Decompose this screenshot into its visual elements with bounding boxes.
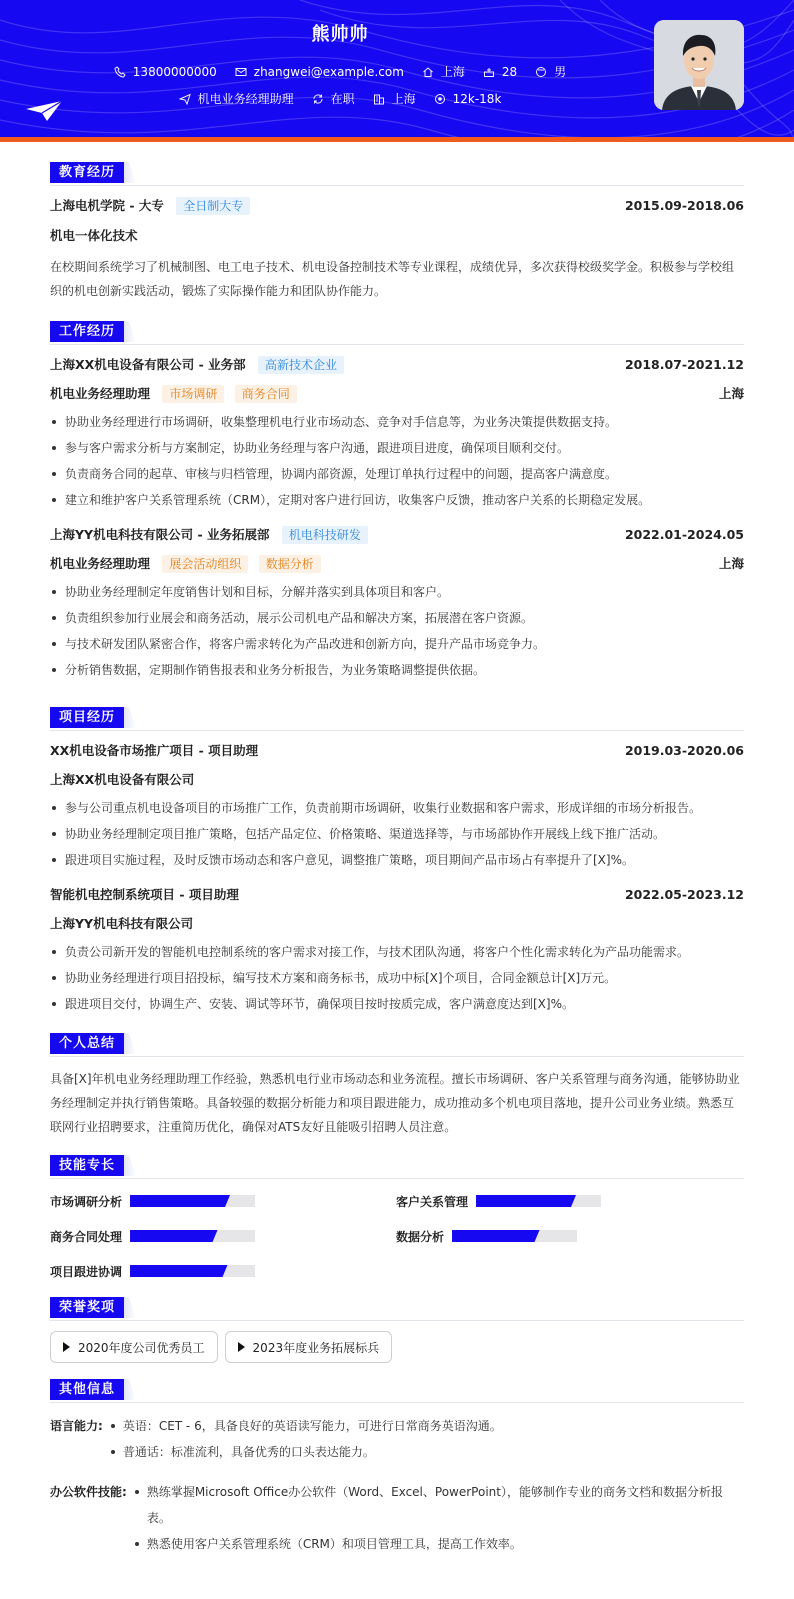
list-item: 分析销售数据，定期制作销售报表和业务分析报告，为业务策略调整提供依据。 <box>50 657 744 683</box>
job-icon <box>179 93 191 105</box>
city-icon <box>373 93 385 105</box>
section-header <box>50 162 744 186</box>
list-item: 参与客户需求分析与方案制定，协助业务经理与客户沟通，跟进项目进度，确保项目顺利交付。 <box>50 435 744 461</box>
skill-name: 客户关系管理 <box>396 1194 469 1209</box>
work-item <box>50 525 744 683</box>
play-icon <box>63 1342 70 1352</box>
project-date: 2019.03-2020.06 <box>624 743 744 758</box>
other-label: 办公软件技能: <box>50 1485 127 1499</box>
skills-grid <box>50 1189 744 1283</box>
company-name: 上海XX机电设备有限公司 - 业务部 <box>50 357 246 372</box>
list-item: 熟悉使用客户关系管理系统（CRM）和项目管理工具，提高工作效率。 <box>127 1531 744 1557</box>
section-header <box>50 707 744 731</box>
status-text: 在职 <box>330 92 355 106</box>
skill-item <box>50 1189 396 1213</box>
list-item: 协助业务经理进行项目招投标，编写技术方案和商务标书，成功中标[X]个项目，合同金额总计[X]万元。 <box>50 965 744 991</box>
job-intent-row <box>0 90 680 107</box>
salary-text: 12k-18k <box>452 91 502 106</box>
avatar <box>654 20 744 110</box>
section-title: 技能专长 <box>50 1155 124 1176</box>
status-icon <box>312 93 324 105</box>
project-bullets <box>50 795 744 873</box>
other-group <box>50 1479 744 1557</box>
gender-icon <box>535 66 547 78</box>
skill-bar <box>130 1265 255 1277</box>
skill-bar-fill <box>130 1195 230 1207</box>
paper-plane-icon <box>25 100 63 122</box>
section-title: 教育经历 <box>50 162 124 183</box>
section-title: 荣誉奖项 <box>50 1297 124 1318</box>
skill-name: 数据分析 <box>396 1229 445 1244</box>
list-item: 协助业务经理进行市场调研，收集整理机电行业市场动态、竞争对手信息等，为业务决策提供数据支持。 <box>50 409 744 435</box>
list-item: 英语：CET - 6，具备良好的英语读写能力，可进行日常商务英语沟通。 <box>103 1413 502 1439</box>
section-header <box>50 1155 744 1179</box>
project-name: XX机电设备市场推广项目 - 项目助理 <box>50 743 259 758</box>
work-location: 上海 <box>718 386 744 401</box>
email-text: zhangwei@example.com <box>253 64 404 79</box>
list-item: 参与公司重点机电设备项目的市场推广工作，负责前期市场调研，收集行业数据和客户需求，形成详细的市场分析报告。 <box>50 795 744 821</box>
education-date: 2015.09-2018.06 <box>624 198 744 213</box>
award-label: 2023年度业务拓展标兵 <box>252 1340 380 1355</box>
company-tag: 高新技术企业 <box>258 356 344 374</box>
skills-section <box>50 1155 744 1283</box>
list-item: 普通话：标准流利，具备优秀的口头表达能力。 <box>103 1439 502 1465</box>
projects-section <box>50 707 744 1017</box>
awards-list <box>50 1331 744 1363</box>
work-bullets <box>50 579 744 683</box>
skill-item <box>396 1189 730 1213</box>
education-item <box>50 196 744 216</box>
section-header <box>50 1033 744 1057</box>
summary-text: 具备[X]年机电业务经理助理工作经验，熟悉机电行业市场动态和业务流程。擅长市场调研、客户关系管理与商务沟通，能够协助业务经理制定并执行销售策略。具备较强的数据分析能力和项目跟进能力，成功推动多个机电项目落地，提升公司业务业绩。熟悉互联网行业招聘要求，注重简历优化，确保对ATS友好且能吸引招聘人员注意。 <box>50 1072 740 1134</box>
other-list <box>127 1479 744 1557</box>
home-info <box>422 63 465 80</box>
project-company: 上海XX机电设备有限公司 <box>50 772 195 787</box>
skill-bar-fill <box>130 1265 228 1277</box>
award-badge <box>225 1331 393 1363</box>
list-item: 负责组织参加行业展会和商务活动，展示公司机电产品和解决方案，拓展潜在客户资源。 <box>50 605 744 631</box>
skill-item <box>50 1224 396 1248</box>
skill-bar-fill <box>130 1230 218 1242</box>
list-item: 跟进项目实施过程，及时反馈市场动态和客户意见，调整推广策略，项目期间产品市场占有率提升了[X]%。 <box>50 847 744 873</box>
company-tag: 机电科技研发 <box>282 526 368 544</box>
skill-tag: 展会活动组织 <box>162 555 248 573</box>
skill-bar-fill <box>452 1230 540 1242</box>
degree-tag: 全日制大专 <box>176 197 250 215</box>
education-section <box>50 162 744 303</box>
candidate-name: 熊帅帅 <box>311 24 369 45</box>
work-date: 2018.07-2021.12 <box>624 357 744 372</box>
skill-tag: 市场调研 <box>162 385 224 403</box>
skill-bar-fill <box>476 1195 576 1207</box>
gender-info <box>535 63 566 80</box>
home-icon <box>422 66 434 78</box>
work-bullets <box>50 409 744 513</box>
section-title: 项目经历 <box>50 707 124 728</box>
section-header <box>50 1379 744 1403</box>
salary-info <box>434 92 502 106</box>
list-item: 与技术研发团队紧密合作，将客户需求转化为产品改进和创新方向，提升产品市场竞争力。 <box>50 631 744 657</box>
contact-row <box>0 63 680 80</box>
skill-bar <box>452 1230 577 1242</box>
section-title: 其他信息 <box>50 1379 124 1400</box>
status-info <box>312 90 355 107</box>
work-date: 2022.01-2024.05 <box>624 527 744 542</box>
company-name: 上海YY机电科技有限公司 - 业务拓展部 <box>50 527 270 542</box>
section-title: 个人总结 <box>50 1033 124 1054</box>
work-item <box>50 355 744 513</box>
skill-item <box>50 1259 396 1283</box>
skill-bar <box>476 1195 601 1207</box>
project-bullets <box>50 939 744 1017</box>
city-text: 上海 <box>391 92 416 106</box>
other-group <box>50 1413 744 1465</box>
awards-section <box>50 1297 744 1363</box>
other-section <box>50 1379 744 1557</box>
list-item: 建立和维护客户关系管理系统（CRM），定期对客户进行回访，收集客户反馈，推动客户关系的长期稳定发展。 <box>50 487 744 513</box>
list-item: 跟进项目交付，协调生产、安装、调试等环节，确保项目按时按质完成，客户满意度达到[X]%。 <box>50 991 744 1017</box>
city-info <box>373 90 416 107</box>
work-location: 上海 <box>718 556 744 571</box>
email-info <box>235 65 404 79</box>
job-text: 机电业务经理助理 <box>197 92 294 106</box>
project-name: 智能机电控制系统项目 - 项目助理 <box>50 887 239 902</box>
work-section <box>50 321 744 683</box>
skill-item <box>396 1224 730 1248</box>
play-icon <box>238 1342 245 1352</box>
project-item <box>50 885 744 1017</box>
salary-icon <box>434 93 446 105</box>
project-date: 2022.05-2023.12 <box>624 887 744 902</box>
summary-section <box>50 1033 744 1139</box>
phone-icon <box>114 66 126 78</box>
gender-text: 男 <box>554 65 567 79</box>
award-label: 2020年度公司优秀员工 <box>78 1340 205 1355</box>
age-icon <box>483 66 495 78</box>
phone-text: 13800000000 <box>132 64 217 79</box>
skill-bar <box>130 1230 255 1242</box>
skill-bar <box>130 1195 255 1207</box>
list-item: 协助业务经理制定年度销售计划和目标，分解并落实到具体项目和客户。 <box>50 579 744 605</box>
skill-tag: 商务合同 <box>235 385 297 403</box>
section-header <box>50 321 744 345</box>
position: 机电业务经理助理 <box>50 556 151 571</box>
other-label: 语言能力: <box>50 1419 103 1433</box>
school-name: 上海电机学院 - 大专 <box>50 198 164 213</box>
position: 机电业务经理助理 <box>50 386 151 401</box>
major: 机电一体化技术 <box>50 228 138 243</box>
project-item <box>50 741 744 873</box>
skill-name: 商务合同处理 <box>50 1229 123 1244</box>
project-company: 上海YY机电科技有限公司 <box>50 916 194 931</box>
education-desc: 在校期间系统学习了机械制图、电工电子技术、机电设备控制技术等专业课程，成绩优异，多次获得校级奖学金。积极参与学校组织的机电创新实践活动，锻炼了实际操作能力和团队协作能力。 <box>50 260 735 298</box>
job-info <box>179 90 294 107</box>
list-item: 熟练掌握Microsoft Office办公软件（Word、Excel、PowerPoint），能够制作专业的商务文档和数据分析报表。 <box>127 1479 744 1531</box>
age-text: 28 <box>501 64 518 79</box>
home-text: 上海 <box>440 65 465 79</box>
section-title: 工作经历 <box>50 321 124 342</box>
list-item: 协助业务经理制定项目推广策略，包括产品定位、价格策略、渠道选择等，与市场部协作开展线上线下推广活动。 <box>50 821 744 847</box>
resume-header <box>0 0 794 142</box>
section-header <box>50 1297 744 1321</box>
age-info <box>483 65 517 79</box>
other-list <box>103 1413 502 1465</box>
mail-icon <box>235 66 247 78</box>
list-item: 负责商务合同的起草、审核与归档管理，协调内部资源，处理订单执行过程中的问题，提高客户满意度。 <box>50 461 744 487</box>
skill-tag: 数据分析 <box>259 555 321 573</box>
avatar-photo <box>654 20 744 110</box>
list-item: 负责公司新开发的智能机电控制系统的客户需求对接工作，与技术团队沟通，将客户个性化需求转化为产品功能需求。 <box>50 939 744 965</box>
skill-name: 项目跟进协调 <box>50 1264 123 1279</box>
skill-name: 市场调研分析 <box>50 1194 123 1209</box>
phone-info <box>114 65 217 79</box>
award-badge <box>50 1331 218 1363</box>
